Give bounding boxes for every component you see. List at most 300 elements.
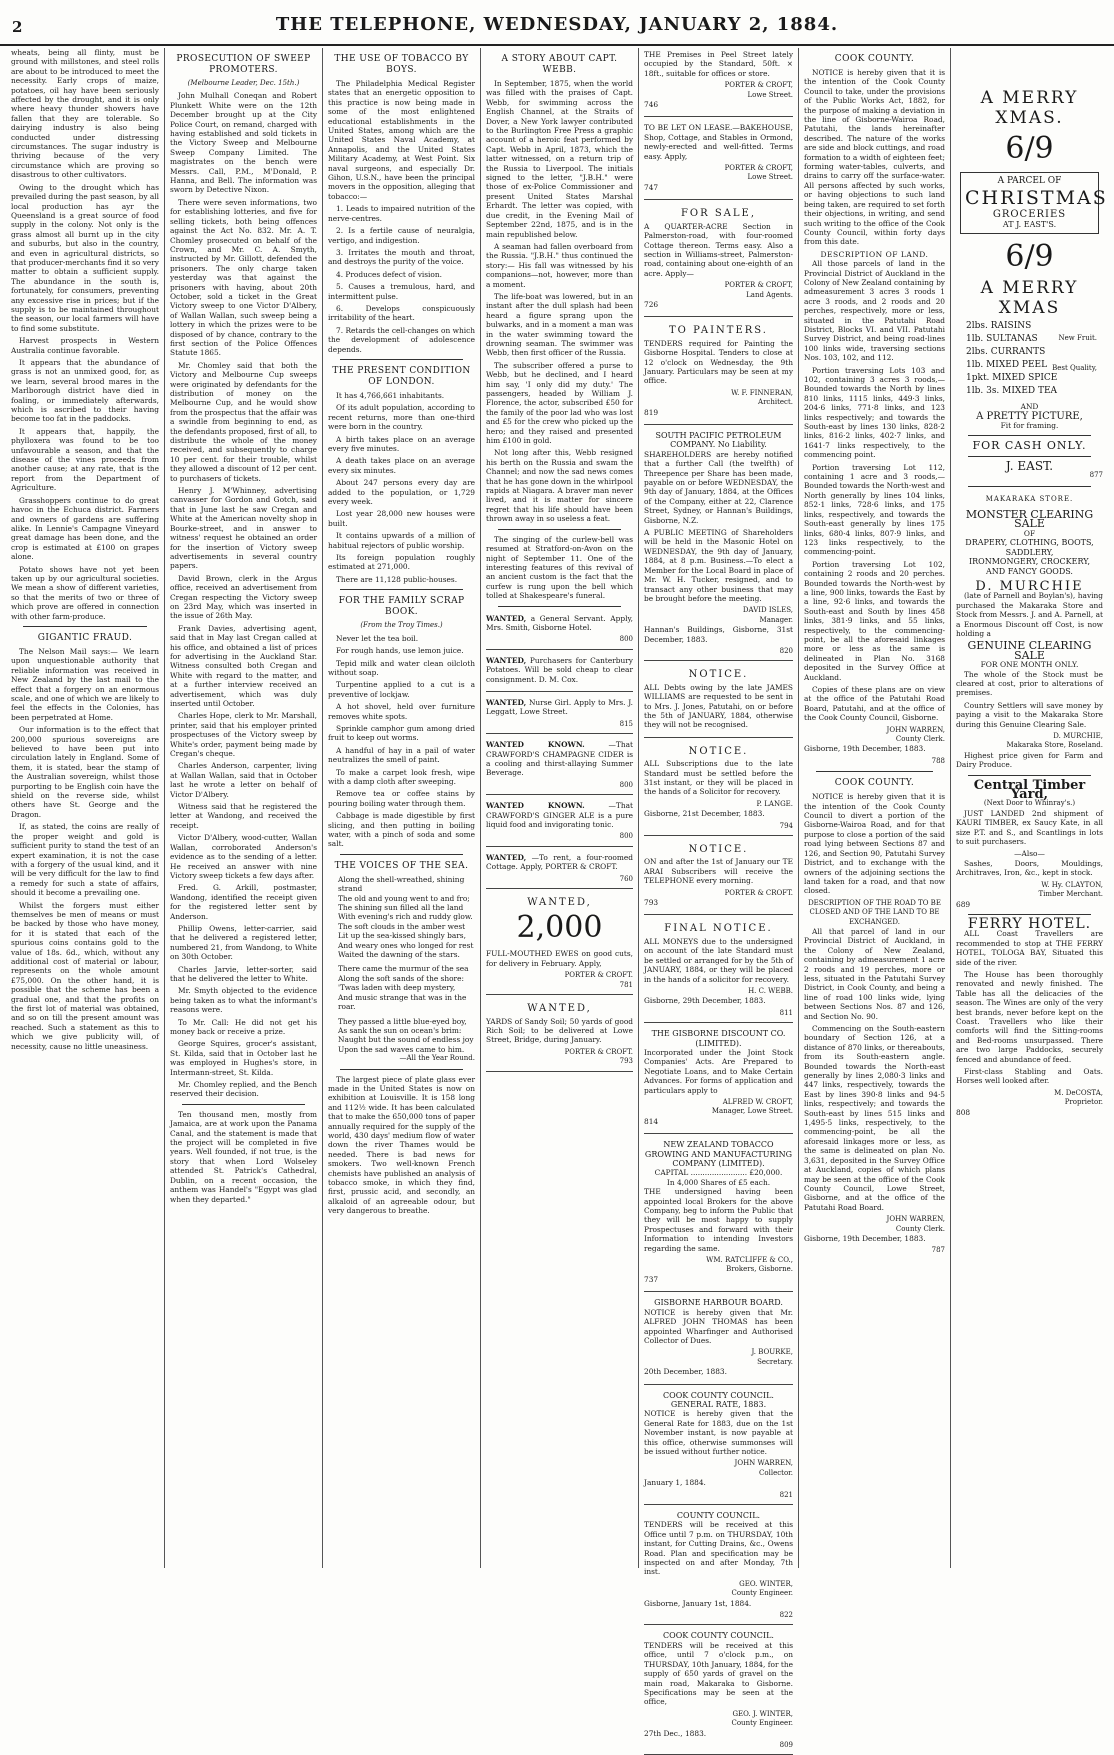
ad-number: 821 (779, 1490, 793, 1499)
proprietor-name: D. MURCHIE (975, 578, 1084, 594)
merry-xmas-heading: A MERRY XMAS (980, 278, 1079, 319)
poem-title: THE VOICES OF THE SEA. (334, 860, 469, 871)
column-7 (950, 48, 1108, 1568)
article-paragraph: wheats, being all flinty, must be ground with millstones, and steel rolls are about to be introduced to meet the necessity. Early crops of maize, potatoes, oil hay have been seriously affected by the drought, and it is only where heavy thunder showers have fallen that they are tolerable. So dairying industry is also being conducted under distressing circumstances. The sugar industry is thriving because of the very circumstance which are proving so disastrous to other cultivators. (11, 48, 159, 180)
ad-signature-sub: Manager. (759, 615, 793, 624)
ad-head: GISBORNE HARBOUR BOARD. (654, 1298, 783, 1308)
divider (968, 486, 1091, 487)
ad-body: ON and after the 1st of January our TE ARAI Subscribers will receive the TELEPHONE every morning. (644, 857, 793, 886)
ad-body: Sashes, Doors, Mouldings, Architraves, Iron, &c., kept in stock. (956, 858, 1103, 878)
ad-head: FINAL NOTICE. (664, 923, 773, 935)
ad-head: FOR SALE, (680, 208, 757, 220)
article-paragraph: A seaman had fallen overboard from the Russia. "J.B.H." thus continued the story:— His fall was witnessed by his companions—not, however, more than a moment. (486, 241, 633, 289)
ad-shares: In 4,000 Shares of £5 each. (666, 1177, 771, 1187)
ad-number: 800 (619, 832, 633, 841)
newspaper-title: THE TELEPHONE, WEDNESDAY, JANUARY 2, 1884. (275, 14, 839, 35)
ad-number: 737 (644, 1274, 659, 1284)
notice-ad (644, 840, 793, 915)
county-council-ad (644, 1629, 793, 1755)
xmas-price: 6/9 (1005, 239, 1054, 275)
article-paragraph: 5. Causes a tremulous, hard, and intermittent pulse. (328, 282, 475, 301)
ad-body: The House has been thoroughly renovated and newly finished. The Table has all the delicacies of the season. The Wines are only of the very best brands, never before kept on the Coast. Travellers who like their comforts will find the Sitting-rooms and Bed-rooms unsurpassed. There are two large Paddocks, securely fenced and abundance of feed. (956, 969, 1103, 1064)
petroleum-ad (644, 429, 793, 661)
notice-subhead: DESCRIPTION OF THE ROAD TO BE CLOSED AND OF THE LAND TO BE EXCHANGED. (808, 898, 941, 926)
sale-of: OF (1023, 528, 1036, 538)
for-sale-ad (644, 204, 793, 317)
article-paragraph: David Brown, clerk in the Argus office, received an advertisement from Cregan respecting the Victory sweep on 23rd May, which was inserted in the issue of 26th May. (170, 573, 317, 621)
article-paragraph: The life-boat was lowered, but in an instant after the dull splash had been heard a figure sprang upon the bulwarks, and in a moment a man was in the water swimming toward the drowning seaman. The swimmer was Webb, then first officer of the Russia. (486, 291, 633, 358)
goods-item: 2lbs. CURRANTS (966, 347, 1046, 358)
article-paragraph: In September, 1875, when the world was filled with the praises of Capt. Webb, for swimming across the English Channel, at the Straits of Dover, a New York lawyer contributed to the Burlington Free Press a graphic account of a heroic feat performed by Capt. Webb in April, 1873, which the latter witnessed, on a return trip of the Russia to Liverpool. The initials signed to the letter, "J.B.H." were those of ex-Police Commissioner and present United States Marshal Erhardt. The letter was copied, with due credit, in the Evening Mail of September 22nd, 1875, and is in the main republished below. (486, 79, 633, 239)
article-paragraph: Whilst the forgers must either themselves be men of means or must be backed by those who have money, for it is stated that each of the spurious coins contains gold to the value of 18s. 6d., which, without any additional cost of material or labour, represents on the whole amount £75,000. On the other hand, it is possible that the scheme has been a gradual one, and that the profits on the first lot of material was obtained, and so on till the present amount was reached. Such a statement as this to which we give publicity will, of necessity, cause no little uneasiness. (11, 900, 159, 1051)
ad-body: A QUARTER-ACRE Section in Palmerston-road, with four-roomed Cottage thereon. Terms easy. Also a section in Williams-street, Palmerston-road, containing about one-eighth of an acre. Apply— (644, 221, 793, 278)
article-paragraph: Charles Jarvie, letter-sorter, said that he delivered the letter to White. (170, 964, 317, 983)
article-source: (From the Troy Times.) (360, 621, 443, 630)
article-paragraph: It has 4,766,661 inhabitants. (336, 390, 445, 400)
ad-body: TENDERS required for Painting the Gisborne Hospital. Tenders to close at 12 o'clock on Wednesday, the 9th January. Particulars may be seen at my office. (644, 338, 793, 386)
ad-body: JUST LANDED 2nd shipment of KAURI TIMBER, ex Saucy Kate, in all size P.T. and S., and Scantlings in lots to suit purchasers. (956, 808, 1103, 847)
ad-body: TO BE LET ON LEASE.—BAKEHOUSE, Shop, Cottage, and Stables in Ormond, newly-erected and well-fitted. Terms easy. Apply, (644, 123, 793, 161)
ad-signature: WM. RATCLIFFE & CO., (706, 1256, 793, 1265)
county-council-ad (644, 1509, 793, 1625)
article-paragraph: 1. Leads to impaired nutrition of the nerve-centres. (328, 204, 475, 223)
discount-company-ad (644, 1027, 793, 1134)
ad-body: Highest price given for Farm and Dairy Produce. (956, 750, 1103, 770)
ad-head: COOK COUNTY COUNCIL. (663, 1390, 774, 1400)
ad-number: 747 (644, 182, 659, 192)
ad-head: NOTICE. (688, 745, 749, 757)
timber-also: —Also— (1014, 849, 1045, 859)
ad-signature: W. Hy. CLAYTON, (1041, 880, 1103, 889)
harbour-board-ad (644, 1296, 793, 1384)
article-paragraph: Remove tea or coffee stains by pouring boiling water through them. (328, 789, 475, 808)
masthead (0, 0, 1114, 46)
ad-capital: CAPITAL ........................ £20,000. (654, 1168, 783, 1178)
ad-body: Purchasers for Canterbury Potatoes. Will be sold cheap to clear consignment. D. M. Cox. (486, 655, 633, 684)
ad-signature: DAVID ISLES, (742, 606, 793, 615)
ad-head: WANTED, (527, 897, 592, 909)
columns (6, 48, 1108, 1749)
sale-title: GENUINE CLEARING SALE (967, 639, 1092, 662)
notice-date: Gisborne, 19th December, 1883. (804, 744, 926, 754)
ad-place: Gisborne, 29th December, 1883. (644, 996, 766, 1006)
cash-only: FOR CASH ONLY. (972, 439, 1087, 453)
article-paragraph: Its foreign population roughly estimated at 271,000. (328, 553, 475, 572)
article-paragraph: Charles Anderson, carpenter, living at Wallan Wallan, said that in October last he wrote a letter on behalf of Victor D'Albery. (170, 761, 317, 799)
divider (340, 1069, 463, 1070)
ad-number: 822 (779, 1611, 793, 1620)
poem-line: The soft clouds in the amber west (338, 921, 466, 931)
ad-signature-sub: Lowe Street. (747, 173, 793, 182)
ad-body: FULL-MOUTHED EWES on good cuts, for delivery in February. Apply, (486, 949, 633, 968)
poem-line: The shining sun filled all the land (338, 903, 464, 913)
advertiser-name: J. EAST. (1005, 458, 1054, 473)
article-paragraph: 4. Produces defect of vision. (336, 269, 442, 279)
ad-body: Incorporated under the Joint Stock Companies' Acts. Are Prepared to Negotiate Loans, and to Make Certain Advances. For forms of application and particulars apply to (644, 1047, 793, 1095)
notice-title: COOK COUNTY. (834, 778, 915, 789)
ad-signature-sub: Timber Merchant. (1038, 890, 1103, 899)
classified-ad (486, 851, 633, 889)
ad-body: ALL Coast Travellers are recommended to stop at THE FERRY HOTEL, TOLOGA BAY, Situated this side of the river. (956, 929, 1103, 967)
ad-body: Nurse Girl. Apply to Mrs. J. Leggatt, Lowe Street. (486, 697, 633, 717)
poem-line: There came the murmur of the sea (338, 964, 469, 974)
article-source: (Melbourne Leader, Dec. 15th.) (187, 79, 300, 87)
sale-heading: MONSTER CLEARING SALE (965, 508, 1094, 531)
notice-paragraph: Commencing on the South-eastern boundary of Section 126, at a distance of 870 links, or thereabouts, from its South-eastern angle. Bounded towards the North-east generally by lines 2,080·3 links and 447 links, respectively, towards the East by lines 390·8 links and 94·5 links, respectively; and towards the South-east by lines 515 links and 1,495·5 links, respectively, to the commencing-point, be all the aforesaid linkages more or less, as the same is delineated on plan No. 3,631, deposited in the Survey Office at Auckland, copies of which plans may be seen at the office of the Cook County Council, Lowe Street, Gisborne, and at the office of the Patutahi Road Board. (804, 1024, 945, 1212)
ad-head: WANTED, (486, 852, 527, 862)
notice-paragraph: NOTICE is hereby given that it is the intention of the Cook County Council to take, under the provisions of the Public Works Act, 1882, for the purpose of making a deviation in the line of Gisborne-Wairoa Road, Patutahi, the lands hereinafter described. The nature of the works are side and block cuttings, and road formation to a width of eighteen feet; forming water-tables, culverts, and drains to carry off the surface-water. All persons affected by such works, or having objections to such land being taken, are required to set forth their objections, in writing, and send such writing to the office of the Cook County Council, within forty days from this date. (804, 68, 945, 247)
tobacco-company-ad (644, 1138, 793, 1292)
article-paragraph: Henry J. M'Whinney, advertising canvasser for Gordon and Gotch, said that in June last he saw Cregan and White at the American novelty shop in Bourke-street, and in answer to witness' request he obtained an order for the insertion of Victory sweep advertisements in several country papers. (170, 486, 317, 571)
column-1 (6, 48, 164, 1568)
parcel-line: A PARCEL OF (997, 176, 1062, 186)
notice-ad (644, 665, 793, 737)
ad-number: 800 (619, 780, 633, 789)
ad-signature: M. DeCOSTA, (1054, 1088, 1103, 1097)
ad-head: WANTED, (527, 1003, 592, 1015)
ad-signature: PORTER & CROFT. (564, 971, 633, 980)
classified-ad (644, 48, 793, 117)
article-paragraph: Harvest prospects in Western Australia continue favorable. (11, 336, 159, 355)
ad-number: 800 (619, 635, 633, 644)
classified-ad (486, 799, 633, 847)
ad-head: SOUTH PACIFIC PETROLEUM COMPANY. No Liability. (655, 431, 782, 450)
divider (968, 775, 1091, 776)
article-paragraph: Frank Davies, advertising agent, said that in May last Cregan called at his office, and obtained a list of prices for advertising in the Auckland Star. Witness consulted both Cregan and White with regard to the matter, and at a further interview received an advertisement, which was duly inserted until October. (170, 623, 317, 708)
article-paragraph: To Mr. Call: He did not get his money back or receive a prize. (170, 1017, 317, 1036)
article-paragraph: Never let the tea boil. (336, 633, 419, 643)
ad-body: ALL Subscriptions due to the late Standard must be settled before the 31st instant, or they will be placed in the hands of a Solicitor for recovery. (644, 759, 793, 797)
ad-signature-sub: Lowe Street. (747, 90, 793, 99)
ad-number: 794 (779, 821, 793, 830)
sale-period: FOR ONE MONTH ONLY. (980, 660, 1079, 670)
picture-offer: A PRETTY PICTURE, (976, 410, 1083, 422)
goods-item: 2lbs. RAISINS (966, 321, 1032, 332)
goods-item: 1lb. 3s. MIXED TEA (966, 386, 1058, 397)
ad-number: 809 (779, 1740, 793, 1749)
ad-body: The whole of the Stock must be cleared at cost, prior to alterations of premises. (956, 669, 1103, 698)
article-paragraph: Fred. G. Arkill, postmaster, Wandong, identified the receipt given for the registered letter sent by Anderson. (170, 883, 317, 921)
poem-line: 'Twas laden with deep mystery, (338, 983, 456, 993)
article-paragraph: Lost year 28,000 new houses were built. (328, 509, 475, 528)
notice-paragraph: Copies of these plans are on view at the office of the Patutahi Road Board, Patutahi, and at the office of the Cook County Council, Gisborne. (804, 685, 945, 723)
goods-item: 1lb. MIXED PEEL (966, 360, 1048, 371)
divider (498, 606, 621, 607)
page-number: 2 (12, 18, 23, 36)
article-paragraph: 3. Irritates the mouth and throat, and destroys the purity of the voice. (328, 247, 475, 267)
ad-body: (late of Parnell and Boylan's), having purchased the Makaraka Store and Stock from Messrs. J. and A. Parnell, at a Enormous Discount off Cost, is now holding a (956, 591, 1103, 638)
column-6 (798, 48, 950, 1568)
ad-body: NOTICE is hereby given that the General Rate for 1883, due on the 1st November instant, is now payable at this office, otherwise summonses will be issued without further notice. (644, 1409, 793, 1456)
ad-signature: P. LANGE. (756, 799, 793, 808)
ad-number: 793 (619, 1057, 633, 1066)
ad-body: THE Premises in Peel Street lately occupied by the Standard, 50ft. × 18ft., suitable for offices or store. (644, 50, 793, 78)
article-paragraph: Mr. Smyth objected to the evidence being taken as to what the informant's reasons were. (170, 986, 317, 1015)
ad-head: WANTED, (486, 655, 527, 665)
parcel-word: CHRISTMAS (965, 187, 1108, 210)
article-paragraph: Turpentine applied to a cut is a preventive of lockjaw. (328, 680, 475, 699)
ad-body: YARDS of Sandy Soil; 50 yards of good Rich Soil; to be delivered at Lowe Street, Bridge, during January. (486, 1016, 633, 1045)
ad-number: 814 (644, 1116, 659, 1126)
ferry-hotel-heading: FERRY HOTEL. (967, 915, 1092, 932)
notice-subhead: DESCRIPTION OF LAND. (820, 249, 929, 259)
xmas-price: 6/9 (1005, 131, 1054, 166)
ad-body: First-class Stabling and Oats. Horses well looked after. (956, 1067, 1103, 1086)
article-paragraph: Mr. Chomley said that both the Victory and Melbourne Cup sweeps were originated by defendants for the distribution of money on the Melbourne Cup, and he would show from the prospectus that the affair was a swindle from beginning to end, as the defendants proposed, first of all, to distribute the whole of the money received, and subsequently to charge 10 per cent. for their trouble, whilst they allowed a discount of 12 per cent. to purchasers of tickets. (170, 360, 317, 483)
christmas-parcel-box (960, 172, 1108, 234)
ad-head: THE GISBORNE DISCOUNT CO. (LIMITED). (651, 1029, 786, 1048)
notice-signature-sub: County Clerk. (895, 735, 945, 744)
divider (340, 854, 463, 855)
ad-signature: J. BOURKE, (751, 1348, 793, 1357)
poem-line: Along the shell-wreathed, shining strand (338, 874, 465, 894)
poem (328, 875, 475, 1064)
article-paragraph: 7. Retards the cell-changes on which the development of adolescence depends. (328, 325, 475, 354)
ad-signature-sub: Makaraka Store, Roseland. (1006, 741, 1103, 750)
ad-number: 793 (644, 898, 659, 908)
ad-number: 877 (1089, 471, 1103, 480)
notice-title: COOK COUNTY. (834, 54, 915, 64)
article-paragraph: Cabbage is made digestible by first slicing, and then putting in boiling water, with a pinch of soda and some salt. (328, 811, 475, 849)
article-paragraph: It appears that, happily, the phylloxera was found to be too unfavourable a season, and that the disease of the vines proceeds from another cause; at any rate, that is the report from the Department of Agriculture. (11, 426, 159, 493)
ad-head: COUNTY COUNCIL. (676, 1511, 761, 1520)
ad-signature-sub: Collector. (759, 1468, 793, 1477)
divider (340, 359, 463, 360)
column-2 (164, 48, 322, 1568)
ad-signature: W. F. FINNERAN, (731, 388, 793, 397)
picture-note: Fit for framing. (1000, 421, 1059, 431)
article-paragraph: Owing to the drought which has prevailed during the past season, by all local production has ayr the Queensland is a great source of food supply in the colony. Not only is the grass almost all burnt up in the city and suburbs, but also in the country, and even in agricultural districts, so that producer-merchants find it so very matter to obtain a sufficient supply. The abundance in the south is, fortunately, for consumers, preventing any excessive rise in prices; but if the supply is to be maintained throughout the season, our local farmers will have to find some substitute. (11, 182, 159, 333)
divider (968, 435, 1091, 436)
article-title: FOR THE FAMILY SCRAP BOOK. (338, 596, 465, 618)
article-paragraph: The Philadelphia Medical Register states that an energetic opposition to this practice is now being made in some of the most enlightened educational establishments in the United States, among which are the United States Naval Academy, at Annapolis, and the United States Military Academy, at West Point. Six naval surgeons, and especially Dr. Gihon, U.S.N., have been the principal movers in the opposition, alleging that tobacco:— (328, 79, 475, 201)
article-paragraph: A hot shovel, held over furniture removes white spots. (328, 702, 475, 721)
ad-signature: PORTER & CROFT, (724, 81, 793, 90)
classified-ad-ewes (486, 893, 633, 995)
article-paragraph: 2. Is a fertile cause of neuralgia, vertigo, and indigestion. (328, 226, 475, 245)
final-notice-ad (644, 919, 793, 1023)
ad-signature-sub: Brokers, Gisborne. (726, 1265, 793, 1274)
timber-yard-heading: Central Timber Yard, (973, 777, 1086, 803)
poem-line: Waited the dawning of the stars. (338, 950, 460, 960)
ad-place: Hannan's Buildings, Gisborne, 31st December, 1883. (644, 625, 793, 644)
notice-paragraph: Portion traversing Lot 102, containing 2 roods and 20 perches. Bounded towards the North-west by a line, 900 links, towards the East by a line, 92·6 links, and towards the South-east and South by lines 458 links, 381·9 links, and 55 links, respectively, to the commencing-point, be all the aforesaid linkages more or less as the same is delineated in Plan No. 3168 deposited in the Survey Office at Auckland. (804, 559, 945, 682)
article-paragraph: Not long after this, Webb resigned his berth on the Russia and swam the Channel; and now the sad news comes that he has gone down in the whirlpool rapids at Niagara. A braver man never lived, and it is matter for sincere regret that his life should have been thrown away in so useless a feat. (486, 448, 633, 524)
ad-number: 808 (956, 1107, 971, 1117)
article-paragraph: There were seven informations, two for establishing lotteries, and five for selling tickets, both being offences against the Act No. 832. Mr. A. T. Chomley prosecuted on behalf of the Crown, and Mr. C. A. Smyth, instructed by Mr. Gillott, defended the prisoners. The only charge taken yesterday was that against the prisoners with having, about 20th October, sold a ticket in the Great Victory sweep to one Victor D'Albery, of Wallan Wallan, such sweep being a lottery in which the prizes were to be disposed of by chance, contrary to the first section of the Police Offences Statute 1865. (170, 197, 317, 358)
poem-line: And weary ones who longed for rest (338, 940, 474, 950)
article-paragraph: Phillip Owens, letter-carrier, said that he delivered a registered letter, numbered 21, from Wandong, to White on 30th October. (170, 923, 317, 962)
article-title: GIGANTIC FRAUD. (37, 632, 133, 643)
ad-number: 811 (779, 1008, 793, 1017)
goods-list (956, 320, 1103, 398)
notice-paragraph: All those parcels of land in the Provincial District of Auckland in the Colony of New Zealand containing by admeasurement 3 acres 3 roods 1 acre 3 roods, and 2 roods and 20 perches, respectively, more or less, situated in the Patutahi Road District, Blocks VI. and VII. Patutahi Survey District, and being road-lines 100 links wide, traversing sections Nos. 103, 102, and 112. (804, 259, 945, 363)
goods-note: Best Quality, (1052, 364, 1097, 373)
goods-line: IRONMONGERY, CROCKERY, (968, 557, 1091, 567)
column-3 (322, 48, 480, 1568)
notice-date: Gisborne, 19th December, 1883. (804, 1233, 926, 1243)
article-paragraph: There are 11,128 public-houses. (336, 574, 458, 584)
article-paragraph: Sprinkle camphor gum among dried fruit to keep out worms. (328, 723, 475, 743)
article-paragraph: Ten thousand men, mostly from Jamaica, are at work upon the Panama Canal, and the statement is made that the project will be completed in five years. Well founded, if not true, is the story that when Lord Wolseley attended St. Patrick's Cathedral, Dublin, on a recent occasion, the anthem was Handel's "Egypt was glad when they departed." (170, 1109, 317, 1204)
ad-signature-sub: Land Agents. (746, 290, 793, 299)
article-paragraph: Potato shows have not yet been taken up by our agricultural societies. We mean a show of different varieties, so that the merits of two or three of which prove are offered in connection with other farm-produce. (11, 564, 159, 621)
goods-line: AND FANCY GOODS. (986, 566, 1073, 576)
ad-date: January 1, 1884. (644, 1478, 706, 1488)
classified-ad (486, 654, 633, 692)
poem-line: Lit up the sea-kissed shingly bars, (338, 931, 466, 941)
ad-body: ALL MONEYS due to the undersigned on account of the late Standard must be settled or arranged for by the 5th of JANUARY, 1884, or they will be placed in the hands of a solicitor for recovery. (644, 936, 793, 984)
ad-number: 746 (644, 100, 659, 110)
article-paragraph: To make a carpet look fresh, wipe with a damp cloth after sweeping. (328, 767, 475, 786)
ad-body: —That CRAWFORD'S GINGER ALE is a pure liquid food and invigorating tonic. (486, 801, 633, 830)
classified-ad (486, 738, 633, 795)
ad-place: Gisborne, 21st December, 1883. (644, 809, 765, 819)
divider (340, 589, 463, 590)
poem-line: They passed a little blue-eyed boy, (338, 1016, 467, 1026)
poem-line: Naught but the sound of endless joy (338, 1035, 474, 1045)
ad-body: Country Settlers will save money by paying a visit to the Makaraka Store during this Genuine Clearing Sale. (956, 700, 1103, 729)
article-paragraph: Mr. Chomley replied, and the Bench reserved their decision. (170, 1080, 317, 1099)
article-paragraph: About 247 persons every day are added to the population, or 1,729 every week. (328, 478, 475, 507)
ad-body: THE undersigned having been appointed local Brokers for the above Company, beg to inform the Public that they will be most happy to supply Prospectuses and forward with their Information to intending Investors regarding the same. (644, 1187, 793, 1253)
divider (968, 456, 1091, 457)
ad-head: WANTED KNOWN. (486, 801, 585, 811)
notice-paragraph: All that parcel of land in our Provincial District of Auckland, in the Colony of New Zealand, containing by admeasurement 1 acre 2 roods and 19 perches, more or less, situated in the Patutahi Survey District, in Cook County, and being a line of road 100 links wide, lying between Sections Nos. 87 and 126, and Section No. 90. (804, 926, 945, 1021)
ad-head: WANTED KNOWN. (486, 740, 585, 750)
divider (182, 1104, 305, 1105)
ad-body: TENDERS will be received at this Office until 7 p.m. on THURSDAY, 10th instant, for Cutting Drains, &c., Owens Road. Plan and specification may be inspected on and after Monday, 7th inst. (644, 1520, 793, 1577)
and-word: AND (1020, 402, 1039, 412)
article-paragraph: It contains upwards of a million of habitual rejectors of public worship. (328, 531, 475, 550)
ad-body: ALL Debts owing by the late JAMES WILLIAMS are requested to be sent in to Mrs. J. Jones, Patutahi, on or before the 5th of JANUARY, 1884, otherwise they will not be recognised. (644, 682, 793, 730)
ad-signature: PORTER & CROFT. (724, 888, 793, 897)
xmas-heading: A MERRY XMAS. (980, 88, 1079, 128)
notice-paragraph: NOTICE is hereby given that it is the intention of the Cook County Council to divert a portion of the Gisborne-Wairoa Road, and for that purpose to close a portion of the said road lying between Sections 87 and 126, and Section 90, Patutahi Survey District, and to exchange with the owners of the adjoining sections the land taken for a road, and that now closed. (804, 792, 945, 896)
notice-signature-sub: County Clerk. (895, 1224, 945, 1233)
classified-ad (486, 696, 633, 734)
ad-date: Gisborne, January 1st, 1884. (644, 1598, 752, 1608)
ad-number: 820 (779, 646, 793, 655)
ad-number: 819 (644, 407, 659, 417)
ad-body: —To rent, a four-roomed Cottage. Apply, PORTER & CROFT. (486, 852, 633, 872)
article-title: THE PRESENT CONDITION OF LONDON. (332, 365, 471, 387)
ad-signature: D. MURCHIE, (1053, 732, 1103, 740)
poem-line: And music strange that was in the roar. (338, 992, 467, 1012)
ad-signature-sub: Secretary. (757, 1357, 793, 1366)
divider (968, 914, 1091, 915)
poem-credit: —All the Year Round. (399, 1054, 475, 1063)
ad-body: SHAREHOLDERS are hereby notified that a further Call (the twelfth) of Threepence per Share has been made, payable on or before WEDNESDAY, the 9th day of January, 1884, at the Offices of the Company, either at 22, Clarence Street, Sydney, or Hannan's Buildings, Gisborne, N.Z. (644, 449, 793, 525)
ad-head: NOTICE. (688, 669, 749, 681)
notice-signature: JOHN WARREN, (886, 725, 945, 734)
article-paragraph: It appears that the abundance of grass is not an unmixed good, for, as we learn, several brood mares in the Marlborough district have died in foaling, or immediately afterwards, which is ascribed to their having become too fat in the paddocks. (11, 358, 159, 424)
article-paragraph: Witness said that he registered the letter at Wandong, and received the receipt. (170, 802, 317, 830)
article-paragraph: Victor D'Albery, wood-cutter, Wallan Wallan, corroborated Anderson's evidence as to the sending of a letter. He received an answer with nine Victory sweep tickets a few days after. (170, 833, 317, 880)
goods-line: SADDLERY, (1005, 547, 1054, 557)
ad-signature: PORTER & CROFT, (724, 164, 793, 173)
ad-subhead: GENERAL RATE, 1883. (670, 1399, 767, 1409)
ad-signature: GEO. WINTER, (739, 1579, 793, 1588)
ad-body: NOTICE is hereby given that Mr. ALFRED JOHN THOMAS has been appointed Wharfinger and Authorised Collector of Dues. (644, 1307, 793, 1345)
notice-number: 788 (931, 756, 945, 765)
divider (498, 529, 621, 530)
article-paragraph: For rough hands, use lemon juice. (336, 646, 464, 656)
ad-signature-sub: Architect. (758, 398, 793, 407)
column-5 (638, 48, 798, 1749)
notice-paragraph: Portion traversing Lot 112, containing 1 acre and 3 roods,—Bounded towards the North-west and North generally by lines 104 links, 852·1 links, 728·6 links, and 175 links, respectively, and towards the South-east generally by lines 175 links, 680·4 links, 807·9 links, and 123 links respectively, to the commencing-point. (804, 462, 945, 557)
ad-signature: PORTER & CROFT. (564, 1047, 633, 1056)
notice-paragraph: Portion traversing Lots 103 and 102, containing 3 acres 3 roods,—Bounded towards the North by lines 810 links, 1115 links, 449·3 links, 204·6 links, 771·8 links, and 123 links respectively; and towards the South-east by lines 130 links, 828·2 links, 816·2 links, 402·7 links, and 1641·7 links respectively, to the commencing point. (804, 365, 945, 460)
ad-head: TO PAINTERS. (669, 325, 768, 337)
ad-signature: GEO. J. WINTER, (732, 1709, 793, 1718)
article-paragraph: The largest piece of plate glass ever made in the United States is now on exhibition at Louisville. It is 158 long and 112½ wide. It has been calculated that to make the 650,000 tons of paper annually required for the supply of the world, 430 days' medium flow of water down the river Thames would be needed. There is bad news for smokers. Two well-known French chemists have published an analysis of tobacco smoke, in which they find, first, prussic acid, and secondly, an alkaloid of an agreeable odour, but very dangerous to breathe. (328, 1074, 475, 1216)
parcel-line: GROCERIES (992, 209, 1067, 221)
ad-body: a General Servant. Apply, Mrs. Smith, Gisborne Hotel. (486, 613, 633, 632)
goods-line: DRAPERY, CLOTHING, BOOTS, (965, 538, 1094, 548)
article-paragraph: George Squires, grocer's assistant, St. Kilda, said that in October last he was employed in Hughes's store, in Intermann-street, St. Kilda. (170, 1039, 317, 1077)
ad-head: NOTICE. (688, 844, 749, 856)
notice-signature: JOHN WARREN, (886, 1215, 945, 1224)
ad-signature: PORTER & CROFT, (724, 281, 793, 290)
article-paragraph: The singing of the curlew-bell was resumed at Stratford-on-Avon on the night of September 11. One of the interesting features of this revival of an ancient custom is the fact that the curfew is rung upon the bell which tolled at Shakespeare's funeral. (486, 534, 633, 601)
ad-date: 20th December, 1883. (644, 1367, 727, 1377)
general-rate-ad (644, 1389, 793, 1505)
poem-line: Upon the sad waves came to him. (338, 1044, 465, 1054)
ad-signature-sub: County Engineer. (731, 1719, 793, 1728)
goods-item: 1lb. SULTANAS (966, 334, 1038, 345)
ad-date: 27th Dec., 1883. (644, 1728, 707, 1738)
ad-signature: JOHN WARREN, (734, 1459, 793, 1468)
poem-line: With evening's rich and ruddy glow. (338, 912, 473, 922)
ad-head: NEW ZEALAND TOBACCO GROWING AND MANUFACTURING COMPANY (LIMITED). (644, 1140, 793, 1168)
ad-number: 815 (619, 719, 633, 728)
ad-body: TENDERS will be received at this office, until 7 o'clock p.m., on THURSDAY, 10th January, 1884, for the supply of 650 yards of gravel on the main road, Makaraka to Gisborne. Specifications may be seen at the office, (644, 1640, 793, 1707)
classified-ad (644, 121, 793, 200)
article-paragraph: The Nelson Mail says:— We learn upon unquestionable authority that reliable information was received in New Zealand by the last mail to the effect that a forgery on an enormous scale, and one of which we are likely to feel the effects in the Colonies, has been perpetrated at Home. (11, 646, 159, 722)
store-name: MAKARAKA STORE. (985, 494, 1074, 503)
ad-head: COOK COUNTY COUNCIL. (663, 1631, 774, 1641)
ad-number: 689 (956, 899, 971, 909)
divider (23, 626, 147, 627)
goods-note: New Fruit. (1058, 334, 1097, 343)
article-paragraph: A birth takes place on an average every five minutes. (328, 434, 475, 453)
article-paragraph: A handful of hay in a pail of water neutralizes the smell of paint. (328, 745, 475, 765)
ad-signature-sub: Proprietor. (1064, 1098, 1103, 1107)
parcel-line: AT J. EAST'S. (1002, 219, 1057, 229)
notice-number: 787 (931, 1246, 945, 1255)
classified-ad-yards (486, 999, 633, 1071)
ad-signature-sub: Manager, Lowe Street. (711, 1107, 793, 1116)
article-paragraph: A death takes place on an average every six minutes. (328, 456, 475, 475)
ad-head: WANTED, (486, 613, 527, 623)
goods-item: 1pkt. MIXED SPICE (966, 373, 1058, 384)
ad-quantity: 2,000 (516, 910, 603, 946)
ad-number: 781 (619, 980, 633, 989)
ad-signature: ALFRED W. CROFT, (722, 1097, 793, 1106)
column-4 (480, 48, 638, 1568)
article-paragraph: 6. Develops conspicuously irritability of the heart. (328, 303, 475, 323)
article-paragraph: Our information is to the effect that 200,000 spurious sovereigns are believed to have been put into circulation lately in England. Some of them, it is stated, bear the stamp of the Australian sovereign, whilst those purporting to be English coin have the shield on the reverse side, whilst others have St. George and the Dragon. (11, 725, 159, 819)
ad-head: WANTED, (486, 697, 527, 707)
poem-line: The old and young went to and fro; (338, 893, 470, 903)
ad-body: —That CRAWFORD'S CHAMPAGNE CIDER is a cooling and thirst-allaying Summer Beverage. (486, 740, 633, 778)
painters-ad (644, 321, 793, 425)
ad-body: A PUBLIC MEETING of Shareholders will be held in the Masonic Hotel on WEDNESDAY, the 9th day of January, 1884, at 8 p.m. Business.—To elect a Member for the Local Board in place of Mr. W. H. Tucker, resigned, and to transact any other business that may be brought before the meeting. (644, 528, 793, 603)
ad-signature: H. C. WEBB. (748, 986, 793, 995)
article-paragraph: If, as stated, the coins are really of the proper weight and gold is sufficient purity to stand the test of an expert examination, it is not the case with a forgery of the usual kind, and it will be very difficult for the law to find a remedy for such a state of affairs, should it become a prevailing one. (11, 822, 159, 898)
classified-ad (486, 612, 633, 650)
